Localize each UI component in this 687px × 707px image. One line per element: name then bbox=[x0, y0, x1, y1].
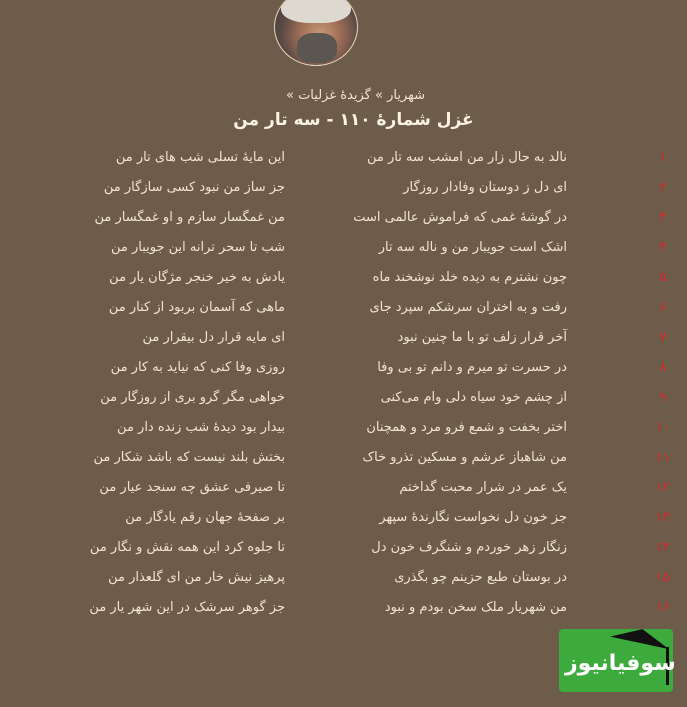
verse-row bbox=[0, 328, 687, 358]
verse-row bbox=[0, 148, 687, 178]
verse-first-hemistich: در بوستان طبع حزینم چو بگذری bbox=[394, 570, 567, 585]
portrait-beard bbox=[297, 33, 337, 63]
verse-row bbox=[0, 388, 687, 418]
verse-first-hemistich: اشک است جویبار من و ناله سه تار bbox=[378, 240, 567, 255]
verse-second-hemistich: پرهیز نیش خار من ای گلعذار من bbox=[108, 570, 285, 585]
verse-list bbox=[0, 148, 687, 628]
verse-row bbox=[0, 298, 687, 328]
verse-second-hemistich: یادش به خیر خنجر مژگان یار من bbox=[109, 270, 285, 285]
verse-second-hemistich: جز گوهر سرشک در این شهر یار من bbox=[89, 600, 285, 615]
verse-second-hemistich: ای مایه قرار دل بیقرار من bbox=[142, 330, 285, 345]
verse-second-hemistich: روزی وفا کنی که نیاید به کار من bbox=[110, 360, 285, 375]
verse-first-hemistich: یک عمر در شرار محبت گداختم bbox=[399, 480, 567, 495]
poet-portrait bbox=[274, 0, 358, 66]
verse-second-hemistich: تا صیرفی عشق چه سنجد عیار من bbox=[99, 480, 285, 495]
verse-second-hemistich: جز ساز من نبود کسی سازگار من bbox=[103, 180, 285, 195]
page-title: غزل شمارهٔ ۱۱۰ - سه تار من bbox=[233, 110, 474, 130]
verse-row bbox=[0, 598, 687, 628]
verse-number: ۱۱ bbox=[656, 450, 670, 465]
verse-first-hemistich: آخر قرار زلف تو با ما چنین نبود bbox=[397, 330, 567, 345]
verse-first-hemistich: در حسرت تو میرم و دانم تو بی وفا bbox=[377, 360, 567, 375]
verse-second-hemistich: تا جلوه کرد این همه نقش و نگار من bbox=[89, 540, 285, 555]
verse-row bbox=[0, 178, 687, 208]
verse-first-hemistich: در گوشهٔ غمی که فراموش عالمی است bbox=[353, 210, 567, 225]
verse-first-hemistich: من شهریار ملک سخن بودم و نبود bbox=[384, 600, 567, 615]
verse-first-hemistich: چون نشترم به دیده خلد نوشخند ماه bbox=[372, 270, 567, 285]
verse-second-hemistich: ماهی که آسمان بربود از کنار من bbox=[108, 300, 285, 315]
verse-first-hemistich: من شاهباز عرشم و مسکین تذرو خاک bbox=[362, 450, 567, 465]
verse-number: ۵ bbox=[659, 270, 667, 285]
verse-second-hemistich: بر صفحهٔ جهان رقم یادگار من bbox=[125, 510, 285, 525]
verse-number: ۱۰ bbox=[656, 420, 670, 435]
verse-row bbox=[0, 508, 687, 538]
verse-row bbox=[0, 568, 687, 598]
verse-number: ۱۶ bbox=[656, 600, 670, 615]
breadcrumb[interactable]: شهریار » گزیدهٔ غزلیات » bbox=[285, 88, 426, 103]
verse-first-hemistich: ای دل ز دوستان وفادار روزگار bbox=[403, 180, 567, 195]
verse-number: ۱۲ bbox=[656, 480, 670, 495]
site-logo[interactable] bbox=[559, 629, 676, 692]
verse-first-hemistich: از چشم خود سیاه دلی وام می‌کنی bbox=[380, 390, 567, 405]
verse-number: ۱ bbox=[659, 150, 667, 165]
verse-second-hemistich: این مایهٔ تسلی شب های تار من bbox=[115, 150, 285, 165]
verse-second-hemistich: بیدار بود دیدهٔ شب زنده دار من bbox=[117, 420, 285, 435]
verse-row bbox=[0, 478, 687, 508]
verse-row bbox=[0, 358, 687, 388]
verse-second-hemistich: من غمگسار سازم و او غمگسار من bbox=[94, 210, 285, 225]
verse-number: ۷ bbox=[659, 330, 667, 345]
verse-number: ۹ bbox=[659, 390, 667, 405]
verse-number: ۲ bbox=[659, 180, 667, 195]
verse-row bbox=[0, 208, 687, 238]
verse-row bbox=[0, 238, 687, 268]
verse-number: ۶ bbox=[659, 300, 667, 315]
verse-second-hemistich: شب تا سحر ترانه این جویبار من bbox=[111, 240, 285, 255]
verse-row bbox=[0, 268, 687, 298]
verse-row bbox=[0, 538, 687, 568]
verse-second-hemistich: خواهی مگر گرو بری از روزگار من bbox=[100, 390, 285, 405]
verse-row bbox=[0, 418, 687, 448]
verse-number: ۱۴ bbox=[656, 540, 670, 555]
verse-number: ۱۳ bbox=[656, 510, 670, 525]
verse-second-hemistich: بختش بلند نیست که باشد شکار من bbox=[93, 450, 285, 465]
logo-text: سوفیانیوز bbox=[565, 651, 676, 676]
verse-number: ۸ bbox=[659, 360, 667, 375]
verse-first-hemistich: زنگار زهر خوردم و شنگرف خون دل bbox=[371, 540, 567, 555]
verse-number: ۴ bbox=[659, 240, 667, 255]
verse-first-hemistich: نالد به حال زار من امشب سه تار من bbox=[367, 150, 567, 165]
verse-row bbox=[0, 448, 687, 478]
verse-first-hemistich: رفت و به اختران سرشکم سپرد جای bbox=[369, 300, 567, 315]
verse-number: ۳ bbox=[659, 210, 667, 225]
verse-number: ۱۵ bbox=[656, 570, 670, 585]
verse-first-hemistich: اختر بخفت و شمع فرو مرد و همچنان bbox=[366, 420, 567, 435]
verse-first-hemistich: جز خون دل نخواست نگارندهٔ سپهر bbox=[379, 510, 567, 525]
portrait-turban bbox=[281, 0, 351, 23]
